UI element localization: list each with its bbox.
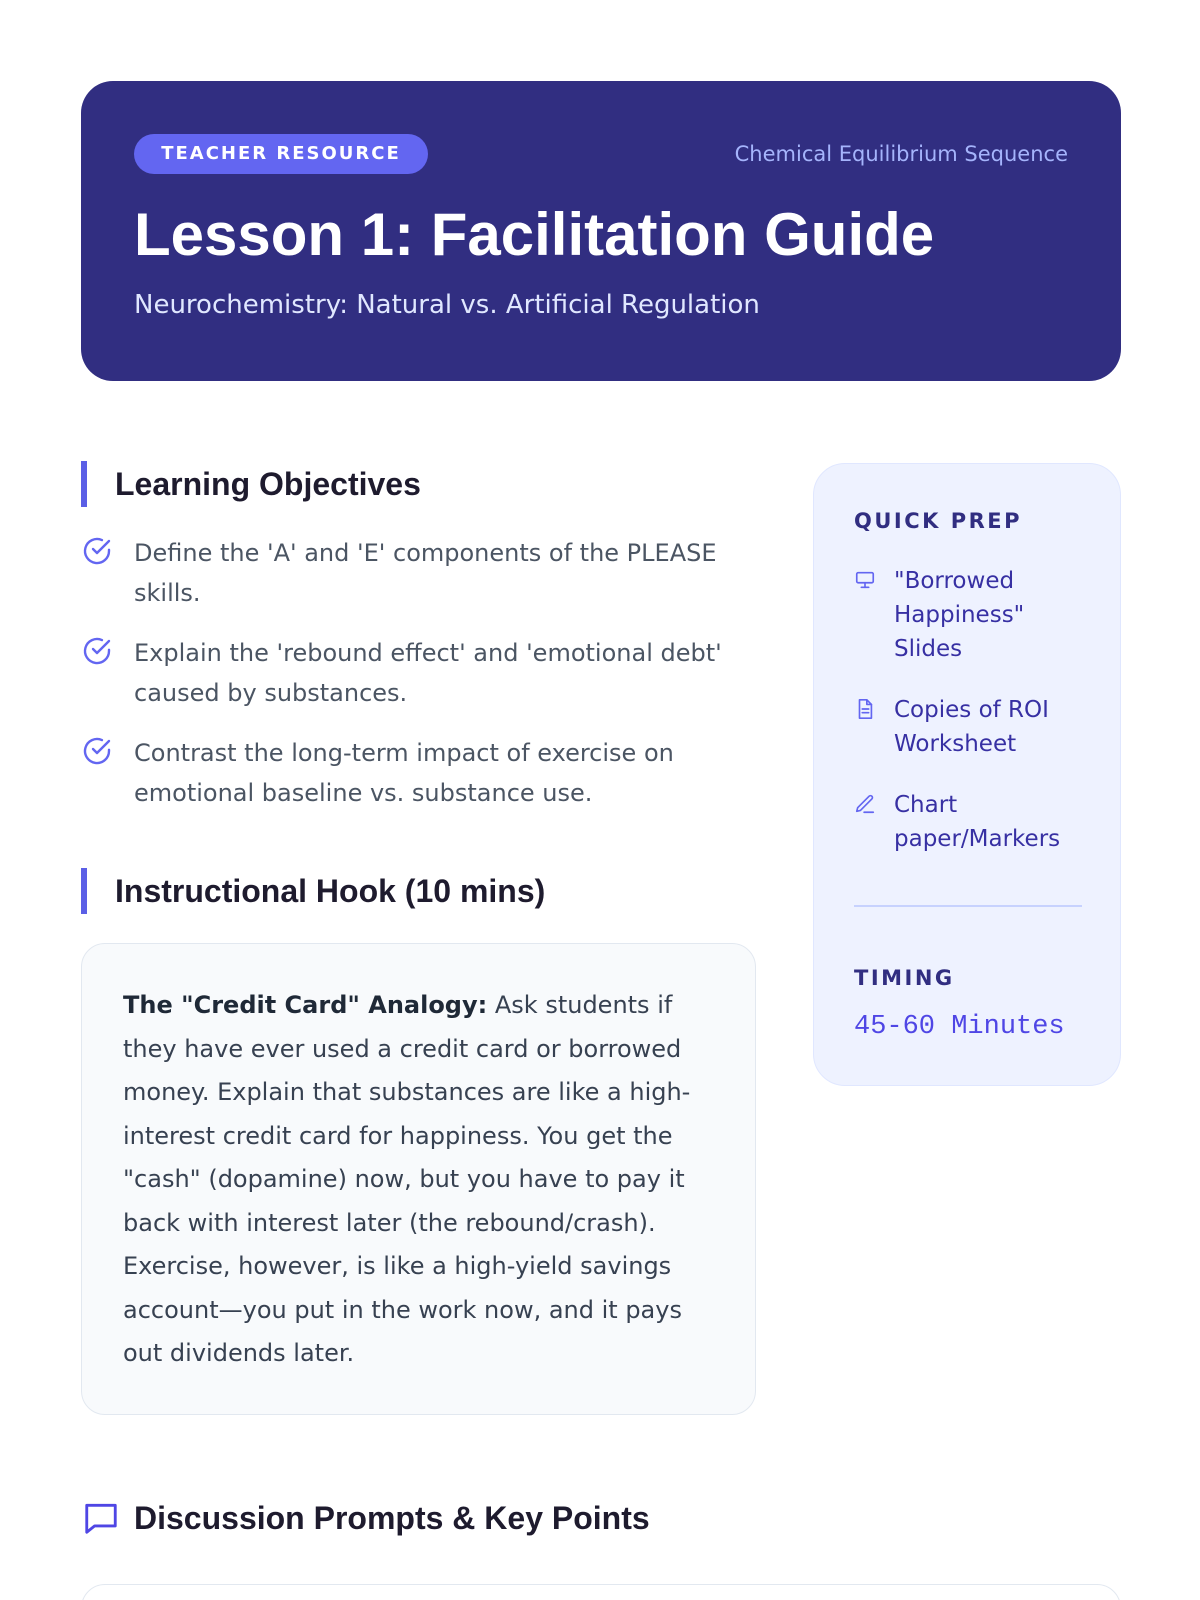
objective-text: Contrast the long-term impact of exercise on emotional baseline vs. substance use. [134,739,674,807]
prep-item [854,788,1094,856]
quick-prep-heading: QUICK PREP [854,509,1023,533]
prep-item [854,564,1094,666]
sequence-label: Chemical Equilibrium Sequence [734,142,1068,166]
hook-card [81,943,756,1415]
page-title: Lesson 1: Facilitation Guide [134,201,935,268]
sidebar-divider [854,905,1082,907]
hook-text [123,984,715,1376]
objective-item [81,533,761,613]
check-circle-icon [81,535,113,567]
presentation-icon [854,569,876,591]
lesson-header [81,81,1121,381]
objective-item [81,733,761,813]
pencil-icon [854,793,876,815]
learning-objectives-heading: Learning Objectives [81,461,421,507]
hook-body: Ask students if they have ever used a credit card or borrowed money. Explain that substances are like a high-interest credit card for happiness. You get the "cash" (dopamine) now, but you have to pay it back with interest later (the rebound/crash). Exercise, however, is like a high-yield savings account—you put in the work now, and it pays out dividends later. [123,991,691,1367]
document-icon [854,698,876,720]
prep-item [854,693,1094,761]
discussion-heading-label: Discussion Prompts & Key Points [134,1500,650,1536]
check-circle-icon [81,735,113,767]
objective-text: Define the 'A' and 'E' components of the PLEASE skills. [134,539,717,607]
objective-text: Explain the 'rebound effect' and 'emotional debt' caused by substances. [134,639,722,707]
check-circle-icon [81,635,113,667]
objective-item [81,633,761,713]
timing-value: 45-60 Minutes [854,1012,1065,1042]
hook-lead: The "Credit Card" Analogy: [123,991,488,1019]
objectives-list [81,533,761,833]
prep-list [854,564,1094,883]
teacher-resource-badge: TEACHER RESOURCE [134,134,428,174]
discussion-card [81,1584,1121,1600]
prep-item-text: Copies of ROI Worksheet [894,697,1049,757]
timing-heading: TIMING [854,966,955,990]
instructional-hook-heading: Instructional Hook (10 mins) [81,868,545,914]
chat-bubble-icon [81,1499,121,1537]
page-subtitle: Neurochemistry: Natural vs. Artificial Regulation [134,290,760,320]
prep-item-text: Chart paper/Markers [894,792,1061,852]
quick-prep-sidebar [813,463,1121,1086]
prep-item-text: "Borrowed Happiness" Slides [894,568,1025,662]
